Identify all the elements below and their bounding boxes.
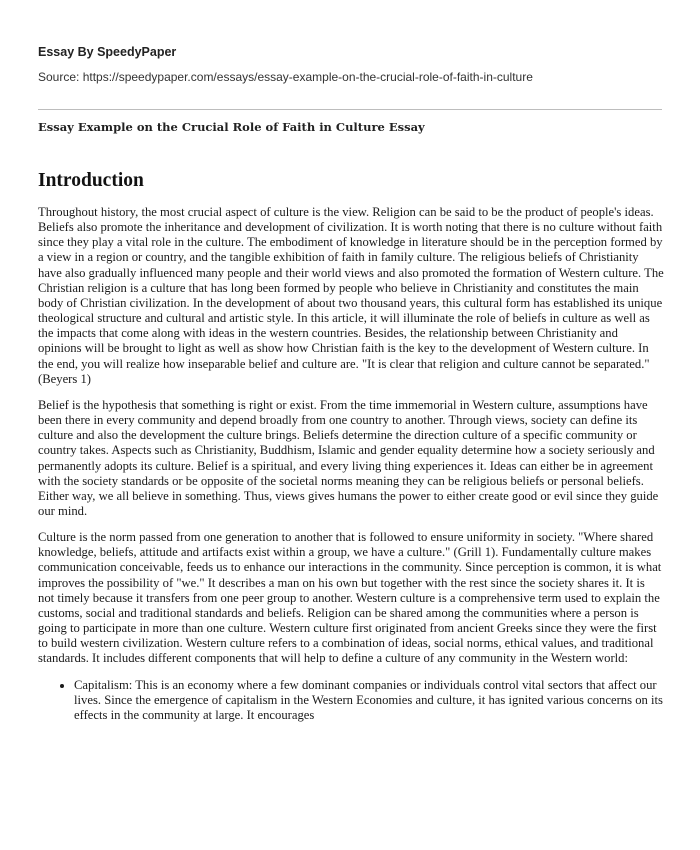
header-divider xyxy=(38,109,662,110)
paragraph-2: Belief is the hypothesis that something is right or exist. From the time immemorial in Western culture, assumptions have been there in every community and depend broadly from one country to another. Through views, society can define its culture and also the development the culture brings. Beliefs determine the direction culture of a specific community or country takes. Aspects such as Christianity, Buddhism, Islamic and gender equality determine how a society seriously and permanently adopts its culture. Belief is a spiritual, and every living thing experiences it. Ideas can either be in agreement with the society standards or be opposite of the societal norms meaning they can be religious beliefs or personal beliefs. Either way, we all believe in something. Thus, views gives humans the power to either create good or evil since they guide our mind. xyxy=(38,397,659,518)
bullet-list xyxy=(38,678,664,723)
essay-title: Essay Example on the Crucial Role of Faith in Culture Essay xyxy=(38,120,425,134)
source-line: Source: https://speedypaper.com/essays/essay-example-on-the-crucial-role-of-faith-in-culture xyxy=(38,70,533,84)
bullet-item: • Capitalism: This is an economy where a few dominant companies or individuals control vital sectors that affect our lives. Since the emergence of capitalism in the Western Economies and culture, it has ignited various concerns on its effects in the community at large. It encourages xyxy=(74,678,664,723)
publisher-title: Essay By SpeedyPaper xyxy=(38,45,177,59)
paragraph-3: Culture is the norm passed from one generation to another that is followed to ensure uniformity in society. "Where shared knowledge, beliefs, attitude and artifacts exist within a group, we have a culture." (Grill 1). Fundamentally culture makes communication conceivable, feeds us to enhance our interactions in the community. Since perception is common, it is what improves the possibility of "we." It describes a man on his own but together with the rest since the society shares it. It is not timely because it transfers from one peer group to another. Western culture is a comprehensive term used to explain the customs, social and traditional standards and beliefs. Religion can be shared among the communities where a person is going to participate in more than one culture. Western culture first originated from ancient Greeks since they were the first to build western civilization. Western culture refers to a combination of ideas, social norms, ethical values, and traditional standards. It includes different components that will help to define a culture of any community in the Western world: xyxy=(38,530,662,666)
paragraph-1: Throughout history, the most crucial aspect of culture is the view. Religion can be said to be the product of people's ideas. Beliefs also promote the inheritance and development of civilization. It is worth noting that there is no culture without faith since they play a vital role in the culture. The embodiment of knowledge in literature should be in the perception formed by a view in a region or country, and the tangible exhibition of faith in family culture. The religious beliefs of Christianity have also gradually influenced many people and their world views and also promoted the formation of Western culture. The Christian religion is a culture that has long been formed by people who believe in Christianity and constitutes the main body of Christian civilization. In the development of about two thousand years, this cultural form has established its unique theological structure and cultural and artistic style. In this article, it will illuminate the role of beliefs in culture as well as the impacts that come along with ideas in the western countries. Besides, the relationship between Christianity and opinions will be brought to light as well as show how Christian faith is the key to the development of Western culture. In the end, you will realize how inseparable belief and culture are. "It is clear that religion and culture cannot be separated." (Beyers 1) xyxy=(38,205,664,386)
essay-body xyxy=(38,205,664,723)
section-heading: Introduction xyxy=(38,170,144,191)
